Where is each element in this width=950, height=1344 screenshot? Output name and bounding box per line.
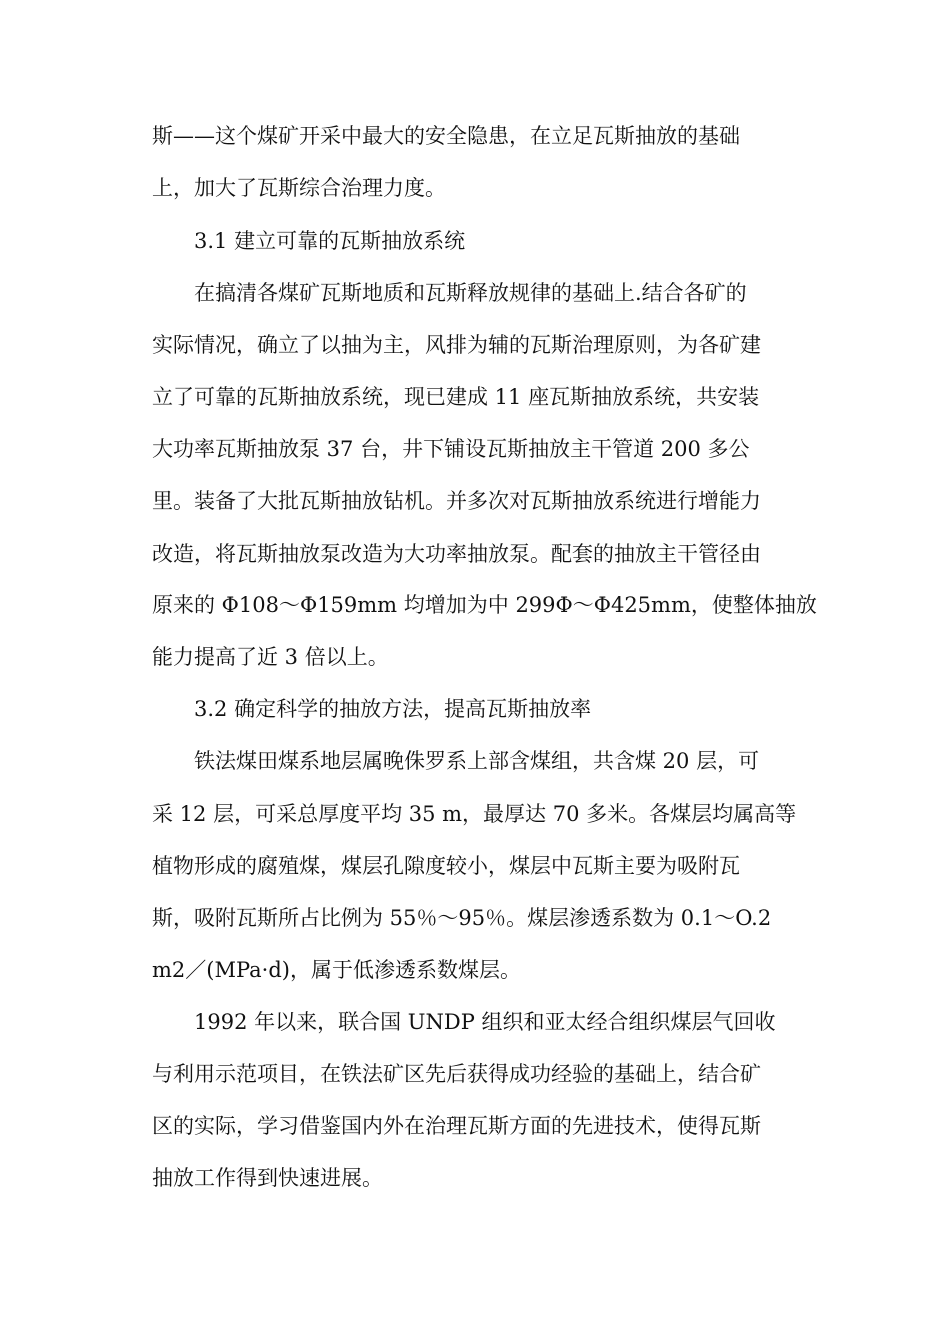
text-line: 原来的 Φ108～Φ159mm 均增加为中 299Φ～Φ425mm，使整体抽放 bbox=[152, 593, 817, 617]
text-line: 植物形成的腐殖煤，煤层孔隙度较小，煤层中瓦斯主要为吸附瓦 bbox=[152, 854, 740, 878]
text-line: 与利用示范项目，在铁法矿区先后获得成功经验的基础上，结合矿 bbox=[152, 1062, 761, 1086]
text-line: m2／(MPa·d)，属于低渗透系数煤层。 bbox=[152, 958, 521, 982]
section-heading: 3.2 确定科学的抽放方法，提高瓦斯抽放率 bbox=[194, 697, 592, 721]
text-line: 铁法煤田煤系地层属晚侏罗系上部含煤组，共含煤 20 层，可 bbox=[194, 749, 760, 773]
section-heading: 3.1 建立可靠的瓦斯抽放系统 bbox=[194, 229, 466, 253]
text-line: 1992 年以来，联合国 UNDP 组织和亚太经合组织煤层气回收 bbox=[194, 1010, 776, 1034]
text-line: 里。装备了大批瓦斯抽放钻机。并多次对瓦斯抽放系统进行增能力 bbox=[152, 489, 761, 513]
text-line: 抽放工作得到快速进展。 bbox=[152, 1166, 383, 1190]
text-line: 斯——这个煤矿开采中最大的安全隐患，在立足瓦斯抽放的基础 bbox=[152, 124, 740, 148]
text-line: 在搞清各煤矿瓦斯地质和瓦斯释放规律的基础上.结合各矿的 bbox=[194, 281, 747, 305]
text-line: 大功率瓦斯抽放泵 37 台，井下铺设瓦斯抽放主干管道 200 多公 bbox=[152, 437, 750, 461]
text-line: 上，加大了瓦斯综合治理力度。 bbox=[152, 176, 446, 200]
text-line: 采 12 层，可采总厚度平均 35 m，最厚达 70 多米。各煤层均属高等 bbox=[152, 802, 797, 826]
text-line: 区的实际，学习借鉴国内外在治理瓦斯方面的先进技术，使得瓦斯 bbox=[152, 1114, 761, 1138]
text-line: 斯，吸附瓦斯所占比例为 55％～95％。煤层渗透系数为 0.1～O.2 bbox=[152, 906, 772, 930]
text-line: 能力提高了近 3 倍以上。 bbox=[152, 645, 389, 669]
text-line: 立了可靠的瓦斯抽放系统，现已建成 11 座瓦斯抽放系统，共安装 bbox=[152, 385, 760, 409]
text-line: 实际情况，确立了以抽为主，风排为辅的瓦斯治理原则，为各矿建 bbox=[152, 333, 761, 357]
text-line: 改造，将瓦斯抽放泵改造为大功率抽放泵。配套的抽放主干管径由 bbox=[152, 542, 761, 566]
